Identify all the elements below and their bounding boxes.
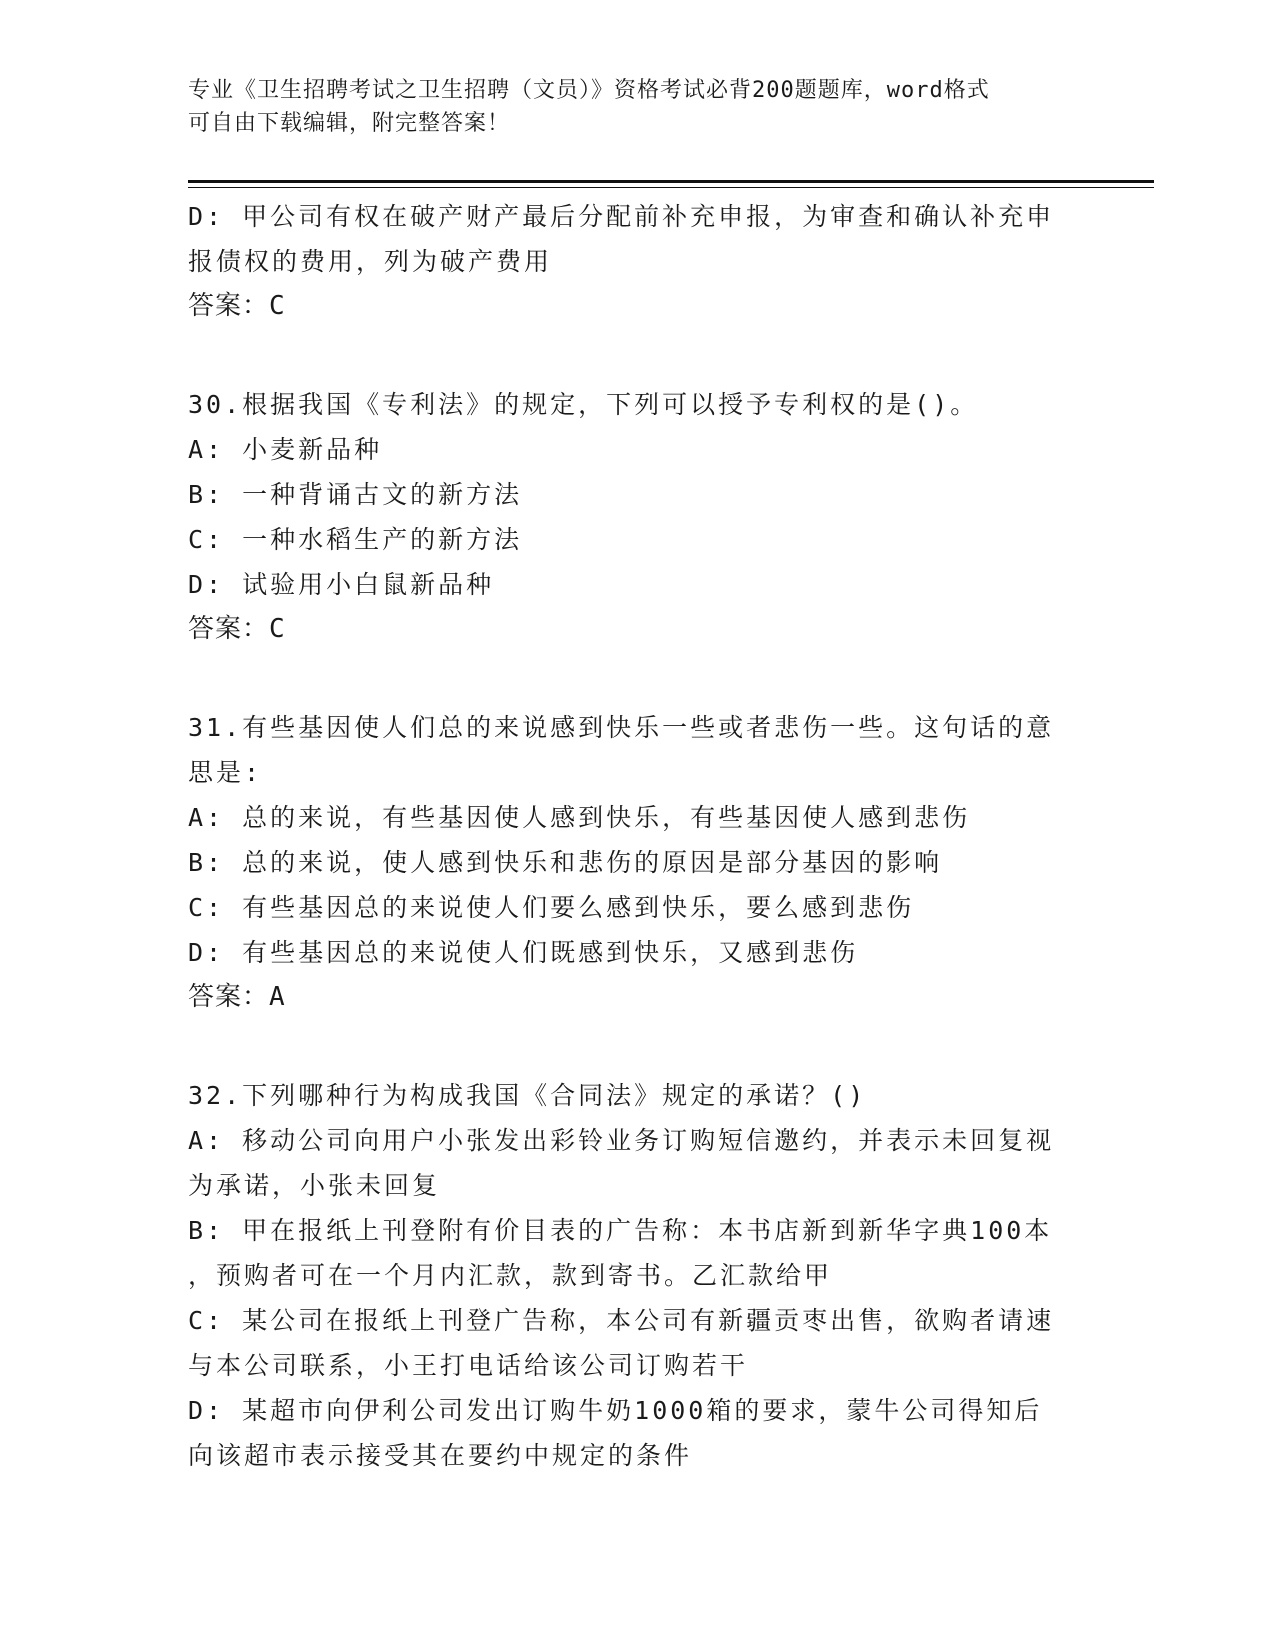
option-d-line-1: D: 甲公司有权在破产财产最后分配前补充申报，为审查和确认补充申 [188, 202, 1055, 231]
answer-line [188, 284, 1088, 329]
option-d-line-1: D: 某超市向伊利公司发出订购牛奶1000箱的要求，蒙牛公司得知后 [188, 1396, 1043, 1425]
header-divider-thick [188, 180, 1154, 183]
header-divider-thin [188, 187, 1154, 188]
option-d-line-2: 报债权的费用，列为破产费用 [188, 247, 553, 276]
option-a: A: 小麦新品种 [188, 435, 383, 464]
document-header [188, 74, 1088, 140]
answer-value: A [269, 982, 286, 1012]
option-b-line-1: B: 甲在报纸上刊登附有价目表的广告称：本书店新到新华字典100本 [188, 1216, 1053, 1245]
option-c: C: 有些基因总的来说使人们要么感到快乐，要么感到悲伤 [188, 893, 915, 922]
option-a-line-2: 为承诺，小张未回复 [188, 1171, 441, 1200]
question-31 [188, 705, 1088, 1020]
option-c: C: 一种水稻生产的新方法 [188, 525, 523, 554]
header-title-line-2: 可自由下载编辑，附完整答案！ [188, 111, 511, 136]
question-30 [188, 382, 1088, 652]
question-stem-line-2: 思是: [188, 758, 263, 787]
answer-value: C [269, 291, 286, 321]
answer-value: C [269, 614, 286, 644]
question-stem: 32.下列哪种行为构成我国《合同法》规定的承诺？() [188, 1081, 867, 1110]
option-b: B: 一种背诵古文的新方法 [188, 480, 523, 509]
option-c-line-1: C: 某公司在报纸上刊登广告称，本公司有新疆贡枣出售，欲购者请速 [188, 1306, 1055, 1335]
answer-label: 答案： [188, 614, 270, 644]
question-stem-line-1: 31.有些基因使人们总的来说感到快乐一些或者悲伤一些。这句话的意 [188, 713, 1055, 742]
answer-label: 答案： [188, 291, 270, 321]
question-list [188, 194, 1088, 1478]
option-d-line-2: 向该超市表示接受其在要约中规定的条件 [188, 1441, 693, 1470]
option-b-line-2: ，预购者可在一个月内汇款，款到寄书。乙汇款给甲 [188, 1261, 833, 1290]
option-b: B: 总的来说，使人感到快乐和悲伤的原因是部分基因的影响 [188, 848, 943, 877]
option-a-line-1: A: 移动公司向用户小张发出彩铃业务订购短信邀约，并表示未回复视 [188, 1126, 1055, 1155]
question-32 [188, 1073, 1088, 1478]
option-d: D: 有些基因总的来说使人们既感到快乐，又感到悲伤 [188, 938, 859, 967]
answer-line [188, 607, 1088, 652]
option-d: D: 试验用小白鼠新品种 [188, 570, 495, 599]
header-title-line-1: 专业《卫生招聘考试之卫生招聘（文员）》资格考试必背200题题库，word格式 [188, 78, 990, 103]
question-29-tail [188, 194, 1088, 329]
option-a: A: 总的来说，有些基因使人感到快乐，有些基因使人感到悲伤 [188, 803, 971, 832]
question-stem: 30.根据我国《专利法》的规定，下列可以授予专利权的是()。 [188, 390, 979, 419]
answer-line [188, 975, 1088, 1020]
answer-label: 答案： [188, 982, 270, 1012]
option-c-line-2: 与本公司联系，小王打电话给该公司订购若干 [188, 1351, 749, 1380]
